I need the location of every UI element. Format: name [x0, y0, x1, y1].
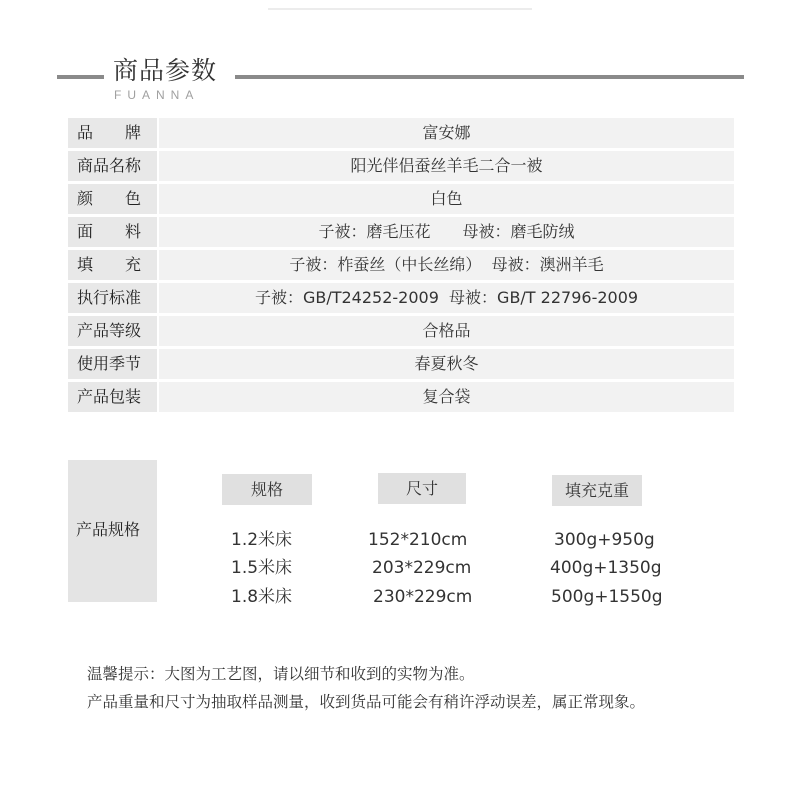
notes [87, 660, 645, 716]
spec-header-weight: 填充克重 [552, 475, 642, 506]
param-label: 执行标准 [68, 283, 157, 313]
header-rule-right [235, 75, 744, 79]
spec-size-cell: 1.2米床 [231, 530, 293, 550]
spec-size-cell: 1.8米床 [231, 587, 293, 607]
spec-weight-cell: 500g+1550g [551, 587, 663, 607]
param-row-season [68, 349, 734, 379]
spec-weight-cell: 400g+1350g [550, 558, 662, 578]
spec-label: 产品规格 [76, 520, 141, 539]
note-line-1: 温馨提示：大图为工艺图，请以细节和收到的实物为准。 [87, 665, 475, 683]
section-title: 商品参数 [113, 56, 218, 85]
param-value: 子被：GB/T24252-2009 母被：GB/T 22796-2009 [159, 283, 734, 313]
param-row-packaging [68, 382, 734, 412]
param-value: 复合袋 [159, 382, 734, 412]
spec-size-cell: 1.5米床 [231, 558, 293, 578]
param-row-brand [68, 118, 734, 148]
param-label: 面 料 [68, 217, 157, 247]
params-table [68, 118, 734, 415]
param-label: 填 充 [68, 250, 157, 280]
param-value: 子被：磨毛压花 母被：磨毛防绒 [159, 217, 734, 247]
param-row-grade [68, 316, 734, 346]
param-label: 商品名称 [68, 151, 157, 181]
spec-dimensions-cell: 203*229cm [372, 558, 472, 578]
param-row-filling [68, 250, 734, 280]
param-value: 合格品 [159, 316, 734, 346]
param-value: 春夏秋冬 [159, 349, 734, 379]
top-divider [268, 8, 532, 10]
spec-weight-cell: 300g+950g [554, 530, 655, 550]
param-row-fabric [68, 217, 734, 247]
param-value: 子被：柞蚕丝（中长丝绵） 母被：澳洲羊毛 [159, 250, 734, 280]
param-row-product-name [68, 151, 734, 181]
param-label: 产品包装 [68, 382, 157, 412]
note-line-2: 产品重量和尺寸为抽取样品测量，收到货品可能会有稍许浮动误差，属正常现象。 [87, 693, 646, 711]
param-value: 阳光伴侣蚕丝羊毛二合一被 [159, 151, 734, 181]
param-value: 白色 [159, 184, 734, 214]
spec-header-dimensions: 尺寸 [378, 473, 466, 504]
brand-subtitle: FUANNA [114, 88, 200, 102]
spec-dimensions-cell: 152*210cm [368, 530, 468, 550]
spec-header-size: 规格 [222, 474, 312, 505]
spec-dimensions-cell: 230*229cm [373, 587, 473, 607]
param-label: 使用季节 [68, 349, 157, 379]
header-rule-left [57, 75, 104, 79]
param-label: 颜 色 [68, 184, 157, 214]
param-label: 品 牌 [68, 118, 157, 148]
param-value: 富安娜 [159, 118, 734, 148]
param-label: 产品等级 [68, 316, 157, 346]
param-row-color [68, 184, 734, 214]
param-row-standard [68, 283, 734, 313]
